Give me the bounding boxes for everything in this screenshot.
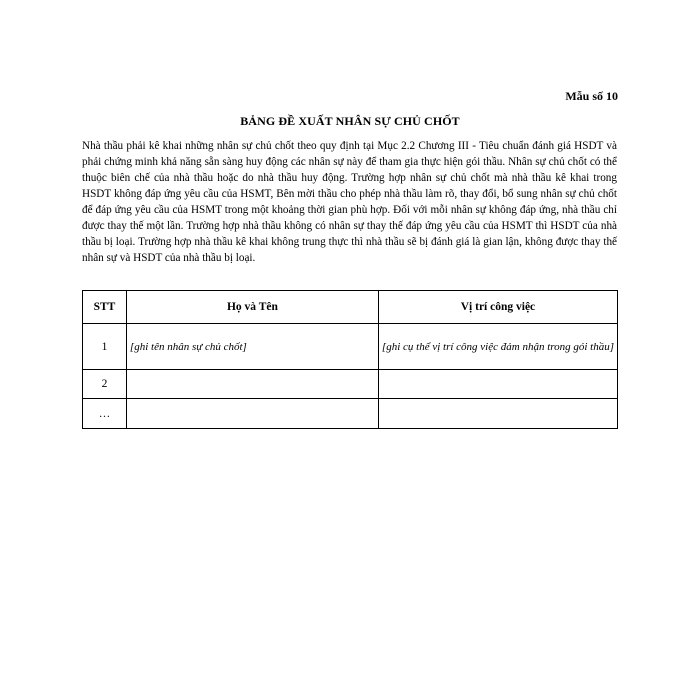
table-header-row bbox=[83, 291, 618, 324]
row-stt: 2 bbox=[83, 370, 127, 399]
row-position bbox=[378, 370, 617, 399]
row-name bbox=[126, 370, 378, 399]
row-name bbox=[126, 399, 378, 429]
header-position: Vị trí công việc bbox=[378, 291, 617, 324]
form-number: Mẫu số 10 bbox=[565, 89, 618, 103]
row-name: [ghi tên nhân sự chủ chốt] bbox=[126, 324, 378, 370]
table-row bbox=[83, 370, 618, 399]
row-position: [ghi cụ thể vị trí công việc đảm nhận trong gói thầu] bbox=[378, 324, 617, 370]
document-title: BẢNG ĐỀ XUẤT NHÂN SỰ CHỦ CHỐT bbox=[240, 114, 460, 128]
key-personnel-table bbox=[82, 290, 618, 429]
table-row bbox=[83, 399, 618, 429]
header-name: Họ và Tên bbox=[126, 291, 378, 324]
row-stt: 1 bbox=[83, 324, 127, 370]
row-position bbox=[378, 399, 617, 429]
intro-paragraph: Nhà thầu phải kê khai những nhân sự chủ chốt theo quy định tại Mục 2.2 Chương III - Tiêu chuẩn đánh giá HSDT và phải chứng minh khả năng sẵn sàng huy động các nhân sự này để tham gia thực hiện gói thầu. Nhân sự chủ chốt có thể thuộc biên chế của nhà thầu hoặc do nhà thầu huy động. Trường hợp nhân sự chủ chốt mà nhà thầu kê khai trong HSDT không đáp ứng yêu cầu của HSMT, Bên mời thầu cho phép nhà thầu làm rõ, thay đổi, bổ sung nhân sự chủ chốt để đáp ứng yêu cầu của HSMT trong một khoảng thời gian phù hợp. Đối với mỗi nhân sự không đáp ứng, nhà thầu chỉ được thay thế một lần. Trường hợp nhà thầu không có nhân sự thay thế đáp ứng yêu cầu của HSMT thì HSDT của nhà thầu bị loại. Trường hợp nhà thầu kê khai không trung thực thì nhà thầu sẽ bị đánh giá là gian lận, không được thay thế nhân sự và HSDT của nhà thầu bị loại. bbox=[82, 140, 617, 264]
header-stt: STT bbox=[83, 291, 127, 324]
table-row bbox=[83, 324, 618, 370]
row-stt: … bbox=[83, 399, 127, 429]
